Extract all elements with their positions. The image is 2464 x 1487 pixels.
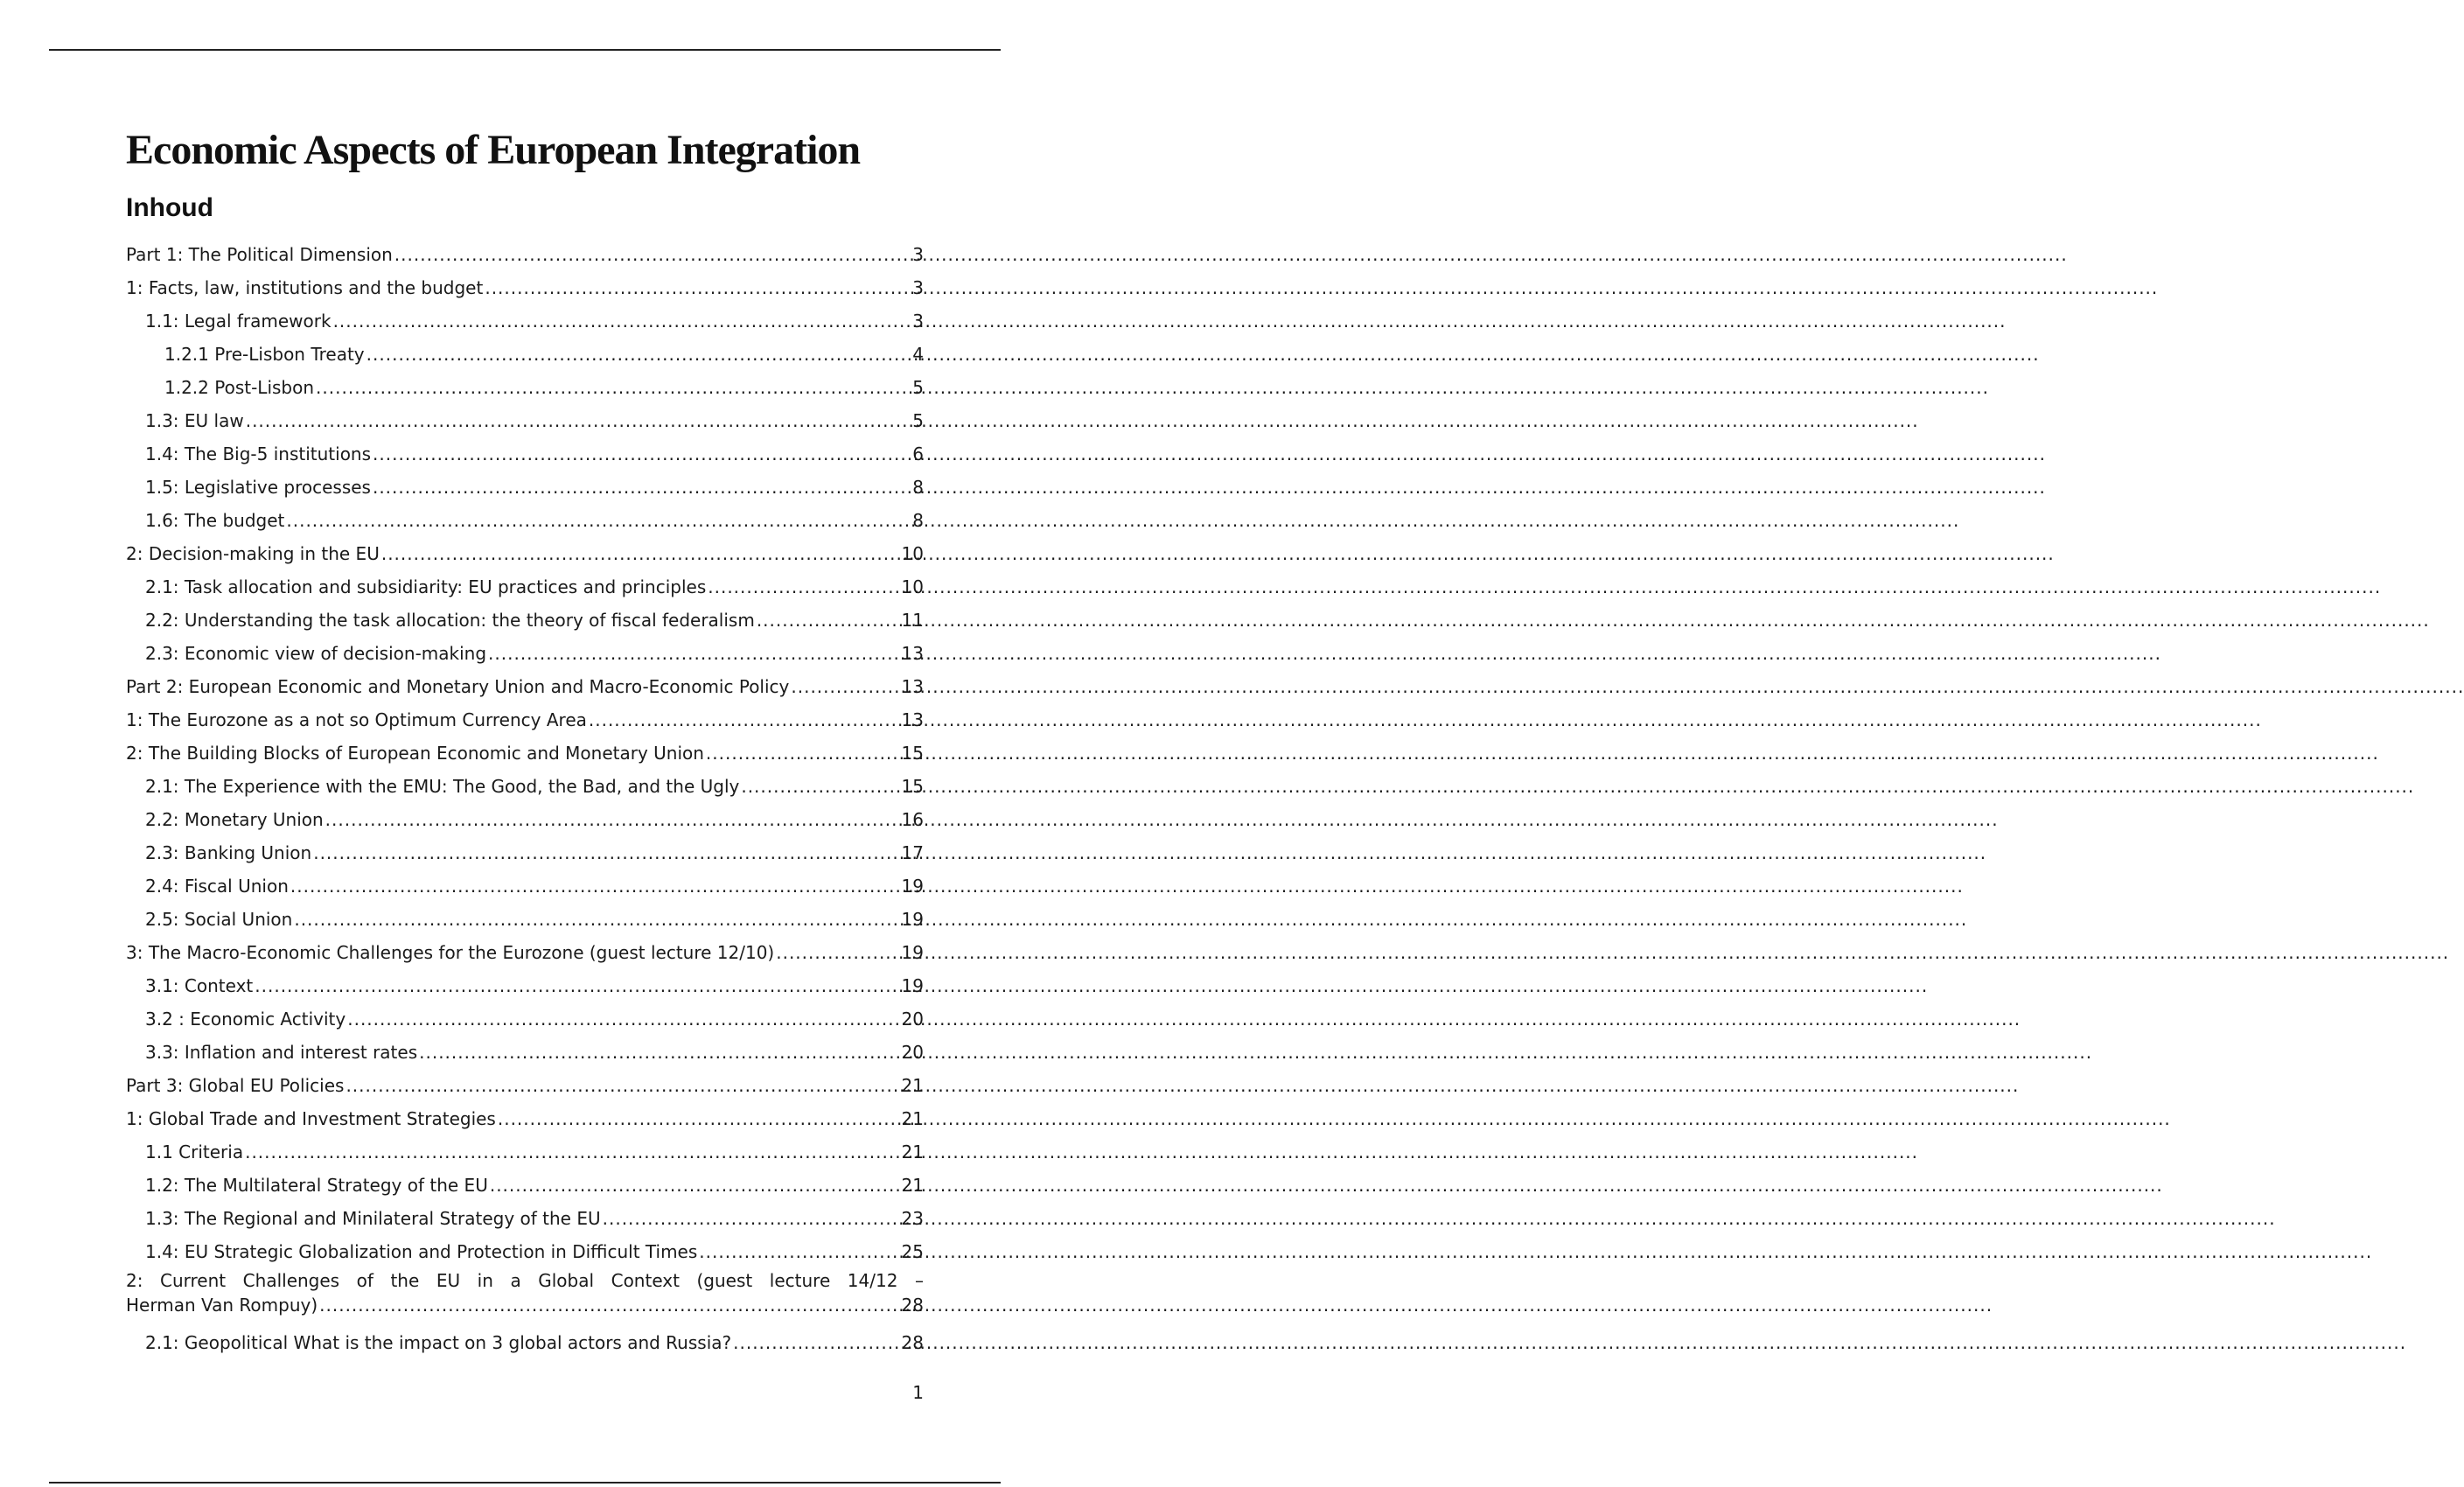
toc-entry-title: 3: The Macro-Economic Challenges for the Eurozone (guest lecture 12/10) (126, 942, 775, 963)
toc-entry-title: 1.2.1 Pre-Lisbon Treaty (164, 344, 365, 365)
toc-entry-title: 3.2 : Economic Activity (145, 1009, 346, 1030)
dot-leader (373, 477, 911, 499)
toc-entry[interactable] (126, 598, 924, 632)
toc-entry[interactable] (126, 1263, 924, 1321)
toc-entry[interactable] (126, 964, 924, 997)
toc-entry-page: 10 (901, 543, 924, 564)
toc-entry-title: 1.4: EU Strategic Globalization and Protection in Difficult Times (145, 1241, 698, 1262)
toc-entry-title: 1: The Eurozone as a not so Optimum Currency Area (126, 709, 587, 730)
toc-entry-page: 3 (912, 244, 924, 265)
toc-entry[interactable] (126, 266, 924, 299)
toc-entry-title: 2.1: Task allocation and subsidiarity: EU practices and principles (145, 576, 707, 597)
dot-leader (245, 1141, 899, 1163)
toc-entry[interactable] (126, 465, 924, 499)
dot-leader (741, 776, 899, 798)
toc-entry-title: 1.1 Criteria (145, 1141, 244, 1162)
dot-leader (381, 543, 900, 565)
toc-entry-page: 23 (901, 1208, 924, 1229)
toc-entry-page: 20 (901, 1009, 924, 1030)
dot-leader (347, 1009, 899, 1030)
toc-entry[interactable] (126, 698, 924, 731)
dot-leader (708, 576, 899, 598)
page-number: 1 (912, 1382, 924, 1403)
toc-entry-page: 28 (901, 1295, 924, 1316)
toc-entry[interactable] (126, 565, 924, 598)
dot-leader (603, 1208, 900, 1230)
toc-entry[interactable] (126, 499, 924, 532)
toc-entry-title-continued (126, 1293, 924, 1317)
toc-entry-title: 1.3: The Regional and Minilateral Strategy of the EU (145, 1208, 601, 1229)
dot-leader (490, 1175, 900, 1197)
dot-leader (485, 277, 911, 299)
toc-entry[interactable] (126, 798, 924, 831)
dot-leader (255, 975, 899, 997)
toc-entry[interactable] (126, 665, 924, 698)
toc-entry-page: 21 (901, 1141, 924, 1162)
toc-entry[interactable] (126, 432, 924, 465)
dot-leader (733, 1332, 899, 1354)
toc-entry-page: 13 (901, 676, 924, 697)
toc-entry-page: 17 (901, 842, 924, 863)
document-body (126, 122, 924, 1354)
footer-rule (49, 1482, 1001, 1484)
toc-entry-title: 1.2.2 Post-Lisbon (164, 377, 315, 398)
toc-entry-title: 1.6: The budget (145, 510, 285, 531)
toc-entry[interactable] (126, 931, 924, 964)
dot-leader (776, 942, 899, 964)
toc-entry-title: 1.1: Legal framework (145, 311, 332, 332)
toc-entry-title: 1.5: Legislative processes (145, 477, 371, 498)
dot-leader (757, 610, 900, 632)
toc-entry-page: 15 (901, 743, 924, 764)
toc-entry-page: 21 (901, 1175, 924, 1196)
toc-entry[interactable] (126, 1097, 924, 1130)
document-title: Economic Aspects of European Integration (126, 127, 861, 173)
toc-entry-title: Part 3: Global EU Policies (126, 1075, 345, 1096)
dot-leader (498, 1108, 900, 1130)
toc-entry-page: 13 (901, 643, 924, 664)
dot-leader (394, 244, 911, 266)
toc-entry-title: 2.1: Geopolitical What is the impact on 3 global actors and Russia? (145, 1332, 732, 1353)
toc-entry-page: 5 (912, 377, 924, 398)
toc-entry-title: 2.2: Understanding the task allocation: the theory of fiscal federalism (145, 610, 755, 631)
dot-leader (366, 344, 911, 366)
toc-entry-page: 8 (912, 510, 924, 531)
toc-entry-page: 15 (901, 776, 924, 797)
toc-entry[interactable] (126, 1230, 924, 1263)
dot-leader (319, 1293, 899, 1317)
toc-entry[interactable] (126, 1321, 924, 1354)
toc-entry-page: 8 (912, 477, 924, 498)
toc-entry-page: 4 (912, 344, 924, 365)
dot-leader (246, 410, 911, 432)
toc-entry[interactable] (126, 831, 924, 864)
toc-entry[interactable] (126, 233, 924, 266)
dot-leader (699, 1241, 899, 1263)
toc-entry-page: 25 (901, 1241, 924, 1262)
toc-entry[interactable] (126, 997, 924, 1030)
dot-leader (325, 809, 900, 831)
toc-entry-title: 2: Current Challenges of the EU in a Global Context (guest lecture 14/12 – (126, 1270, 924, 1291)
toc-entry[interactable] (126, 1130, 924, 1163)
toc-entry-title: 1.3: EU law (145, 410, 244, 431)
dot-leader (706, 743, 900, 764)
toc-entry-page: 19 (901, 942, 924, 963)
toc-entry[interactable] (126, 764, 924, 798)
toc-entry[interactable] (126, 864, 924, 897)
toc-entry-title: 1.4: The Big-5 institutions (145, 443, 372, 464)
dot-leader (316, 377, 911, 399)
toc-entry[interactable] (126, 1030, 924, 1064)
toc-entry[interactable] (126, 731, 924, 764)
toc-entry-title: 2.5: Social Union (145, 909, 293, 930)
toc-entry[interactable] (126, 332, 924, 366)
dot-leader (791, 676, 899, 698)
toc-entry[interactable] (126, 897, 924, 931)
toc-entry-title: 2.2: Monetary Union (145, 809, 324, 830)
toc-entry-page: 3 (912, 311, 924, 332)
toc-entry-title: 1: Global Trade and Investment Strategies (126, 1108, 496, 1129)
dot-leader (286, 510, 911, 532)
toc-entry-title: Part 2: European Economic and Monetary Union and Macro-Economic Policy (126, 676, 790, 697)
toc-entry-page: 19 (901, 975, 924, 996)
dot-leader (313, 842, 899, 864)
toc-entry-page: 19 (901, 876, 924, 897)
toc-entry-page: 21 (901, 1075, 924, 1096)
toc-entry-title: 2.4: Fiscal Union (145, 876, 289, 897)
toc-entry-title: 3.3: Inflation and interest rates (145, 1042, 418, 1063)
toc-entry-page: 19 (901, 909, 924, 930)
toc-entry-page: 16 (901, 809, 924, 830)
dot-leader (373, 443, 911, 465)
toc-entry[interactable] (126, 299, 924, 332)
toc-entry-title: Part 1: The Political Dimension (126, 244, 393, 265)
toc-entry[interactable] (126, 1064, 924, 1097)
toc-entry[interactable] (126, 399, 924, 432)
toc-entry-page: 5 (912, 410, 924, 431)
table-of-contents (126, 233, 924, 1354)
dot-leader (290, 876, 900, 897)
toc-entry[interactable] (126, 1197, 924, 1230)
toc-entry-page: 10 (901, 576, 924, 597)
dot-leader (346, 1075, 899, 1097)
toc-entry-page: 28 (901, 1332, 924, 1353)
dot-leader (419, 1042, 899, 1064)
dot-leader (488, 643, 900, 665)
dot-leader (294, 909, 899, 931)
toc-entry-title-cont-text: Herman Van Rompuy) (126, 1295, 318, 1316)
toc-entry-page: 6 (912, 443, 924, 464)
toc-entry-page: 11 (901, 610, 924, 631)
toc-entry-title: 2.1: The Experience with the EMU: The Good, the Bad, and the Ugly (145, 776, 740, 797)
toc-entry-title: 2.3: Economic view of decision-making (145, 643, 487, 664)
dot-leader (589, 709, 900, 731)
toc-entry-title: 3.1: Context (145, 975, 254, 996)
header-rule (49, 49, 1001, 51)
toc-entry-title: 2: Decision-making in the EU (126, 543, 380, 564)
toc-entry[interactable] (126, 632, 924, 665)
toc-entry-page: 13 (901, 709, 924, 730)
toc-entry[interactable] (126, 366, 924, 399)
toc-entry-title: 2.3: Banking Union (145, 842, 312, 863)
toc-entry-title: 1.2: The Multilateral Strategy of the EU (145, 1175, 488, 1196)
dot-leader (333, 311, 911, 332)
toc-entry-page: 3 (912, 277, 924, 298)
toc-entry[interactable] (126, 1163, 924, 1197)
toc-entry-title: 1: Facts, law, institutions and the budget (126, 277, 484, 298)
toc-entry-title: 2: The Building Blocks of European Economic and Monetary Union (126, 743, 704, 764)
toc-entry-page: 21 (901, 1108, 924, 1129)
toc-entry[interactable] (126, 532, 924, 565)
toc-heading: Inhoud (126, 193, 213, 222)
toc-entry-page: 20 (901, 1042, 924, 1063)
